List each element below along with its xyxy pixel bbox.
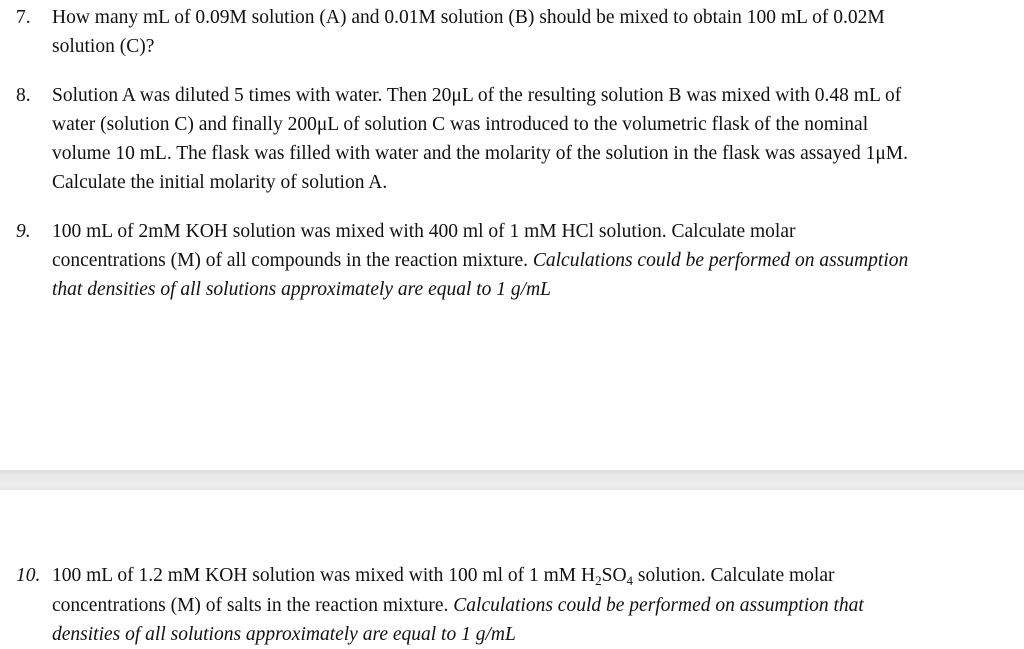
- problem-line: [52, 561, 1024, 591]
- problem-line: Solution A was diluted 5 times with water. Then 20μL of the resulting solution B was mixed with 0.48 mL of: [52, 85, 902, 106]
- problem-number: 9.: [16, 221, 31, 242]
- problem-line-italic: Calculations could be performed on assumption: [532, 250, 909, 271]
- problem-line-italic: that densities of all solutions approximately are equal to 1 g/mL: [52, 279, 552, 300]
- problem-7: [0, 3, 1024, 61]
- problem-line: 100 mL of 2mM KOH solution was mixed with 400 ml of 1 mM HCl solution. Calculate molar: [52, 221, 796, 242]
- problem-text: [52, 3, 1024, 61]
- problem-line: Calculate the initial molarity of solution A.: [52, 172, 388, 193]
- problem-line: volume 10 mL. The flask was filled with water and the molarity of the solution in the flask was assayed 1μM.: [52, 143, 909, 164]
- problem-text-segment: solution. Calculate molar: [633, 565, 835, 586]
- problem-text-segment: 100 mL of 1.2 mM KOH solution was mixed with 100 ml of 1 mM H: [52, 565, 596, 586]
- problem-line: water (solution C) and finally 200μL of solution C was introduced to the volumetric flask of the nominal: [52, 114, 869, 135]
- problem-line-plain: concentrations (M) of all compounds in the reaction mixture.: [52, 250, 533, 271]
- problem-text: [52, 81, 1024, 197]
- problem-line: solution (C)?: [52, 36, 155, 57]
- problem-8: [0, 81, 1024, 197]
- problem-9: [0, 217, 1024, 304]
- problem-number: 10.: [16, 565, 41, 586]
- problem-text: [52, 561, 1024, 649]
- problem-number: 7.: [16, 7, 31, 28]
- problem-text-segment: SO: [601, 565, 627, 586]
- problem-line: [52, 246, 1024, 275]
- problem-10: [0, 561, 1024, 649]
- problem-text: [52, 217, 1024, 304]
- problem-line-italic: Calculations could be performed on assumption that: [453, 595, 864, 616]
- page-separator: [0, 470, 1024, 490]
- problem-line-plain: concentrations (M) of salts in the reaction mixture.: [52, 595, 454, 616]
- problem-number: 8.: [16, 85, 31, 106]
- problem-line: [52, 591, 1024, 620]
- problem-line-italic: densities of all solutions approximately are equal to 1 g/mL: [52, 624, 516, 645]
- subscript: 4: [626, 573, 634, 588]
- subscript: 2: [595, 573, 602, 588]
- problem-line: How many mL of 0.09M solution (A) and 0.01M solution (B) should be mixed to obtain 100 mL of 0.02M: [52, 7, 885, 28]
